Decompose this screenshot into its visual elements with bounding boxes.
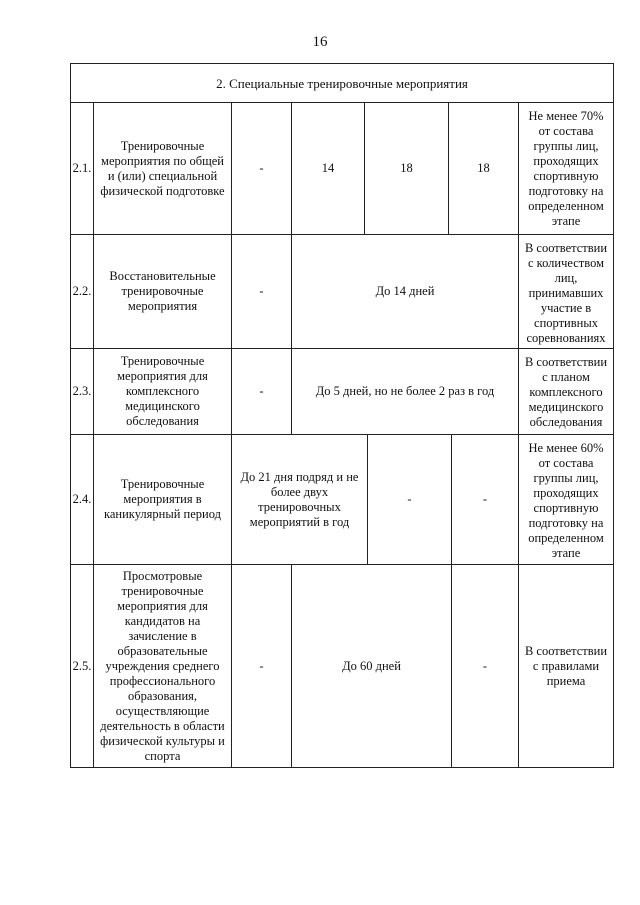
row-2-3-name: Тренировочные мероприятия для комплексного медицинского обследования (93, 348, 231, 434)
row-2-2-number: 2.2. (71, 234, 93, 348)
row-2-3-number: 2.3. (71, 348, 93, 434)
page-number: 16 (312, 34, 328, 50)
row-2-1-note: Не менее 70% от состава группы лиц, проходящих спортивную подготовку на определенном этапе (518, 102, 613, 234)
row-2-1-col4: 18 (448, 102, 518, 234)
row-2-1-col3: 18 (364, 102, 448, 234)
training-events-table (70, 63, 614, 768)
row-2-4-col3: - (367, 434, 451, 564)
row-2-1-name: Тренировочные мероприятия по общей и (или) специальной физической подготовке (93, 102, 231, 234)
row-2-1-col2: 14 (291, 102, 364, 234)
row-2-2-name: Восстановительные тренировочные мероприятия (93, 234, 231, 348)
section-title: 2. Специальные тренировочные мероприятия (216, 75, 468, 91)
row-2-4-name: Тренировочные мероприятия в каникулярный период (93, 434, 231, 564)
row-2-5-span: До 60 дней (291, 564, 451, 767)
row-2-5-col1: - (231, 564, 291, 767)
row-2-3-col1: - (231, 348, 291, 434)
row-2-5-note: В соответствии с правилами приема (518, 564, 613, 767)
row-2-4-span: До 21 дня подряд и не более двух тренировочных мероприятий в год (231, 434, 367, 564)
row-2-4-note: Не менее 60% от состава группы лиц, проходящих спортивную подготовку на определенном этапе (518, 434, 613, 564)
row-2-2-col1: - (231, 234, 291, 348)
row-2-5-name: Просмотровые тренировочные мероприятия для кандидатов на зачисление в образовательные учреждения среднего профессионального образования, осуществляющие деятельность в области физической культуры и спорта (93, 564, 231, 767)
row-2-1-number: 2.1. (71, 102, 93, 234)
row-2-4-col4: - (451, 434, 518, 564)
row-2-1-col1: - (231, 102, 291, 234)
row-2-5-number: 2.5. (71, 564, 93, 767)
row-2-3-note: В соответствии с планом комплексного медицинского обследования (518, 348, 613, 434)
row-2-2-span: До 14 дней (291, 234, 518, 348)
row-2-5-col4: - (451, 564, 518, 767)
row-2-2-note: В соответствии с количеством лиц, принимавших участие в спортивных соревнованиях (518, 234, 613, 348)
row-2-3-span: До 5 дней, но не более 2 раз в год (291, 348, 518, 434)
row-2-4-number: 2.4. (71, 434, 93, 564)
